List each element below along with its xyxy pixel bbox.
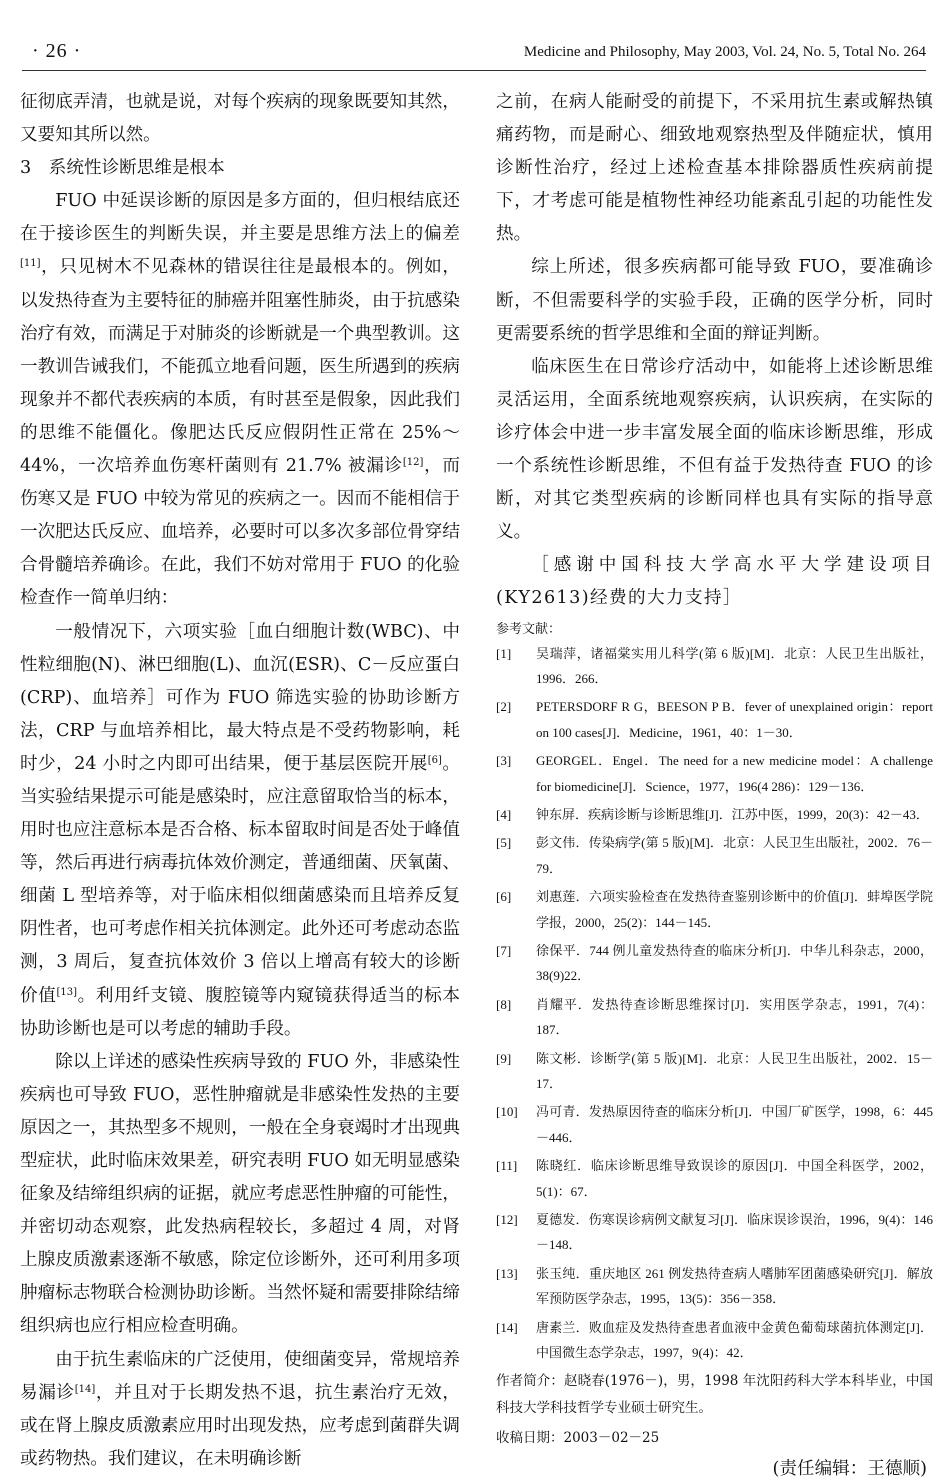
reference-number: [14] [496,1319,518,1335]
reference-text: 唐素兰．败血症及发热待查患者血液中金黄色葡萄球菌抗体测定[J]．中国微生态学杂志，1997，9(4)：42． [536,1319,933,1361]
page-header [22,40,926,70]
citation: [12] [402,457,424,469]
reference-number: [5] [496,835,512,851]
reference-item [496,1261,933,1312]
author-note: 作者简介：赵晓春(1976－)，男，1998 年沈阳药科大学本科毕业，中国科技大学科技哲学专业硕士研究生。 [496,1373,933,1417]
reference-item [496,884,933,935]
reference-number: [13] [496,1265,518,1281]
reference-item [496,1207,933,1258]
reference-text: 肖耀平．发热待查诊断思维探讨[J]．实用医学杂志，1991，7(4)：187． [536,996,933,1038]
reference-item [496,992,933,1043]
reference-number: [3] [496,753,512,769]
paragraph: 临床医生在日常诊疗活动中，如能将上述诊断思维灵活运用，全面系统地观察疾病，认识疾病，在实际的诊疗体会中进一步丰富发展全面的临床诊断思维，形成一个系统性诊断思维，不但有益于发热待查 FUO 的诊断，对其它类型疾病的诊断同样也具有实际的指导意义。 [496,356,933,543]
reference-text: 夏德发．伤寒误诊病例文献复习[J]．临床误诊误治，1996，9(4)：146－148． [536,1212,933,1253]
paragraph: FUO 中延误诊断的原因是多方面的，但归根结底还在于接诊医生的判断失误，并主要是思维方法上的偏差[11]，只见树木不见森林的错误往往是最根本的。例如，以发热待查为主要特征的肺癌并阻塞性肺炎，由于抗感染治疗有效，而满足于对肺炎的诊断就是一个典型教训。这一教训告诫我们，不能孤立地看问题，医生所遇到的疾病现象并不都代表疾病的本质，有时甚至是假象，因此我们的思维不能僵化。像肥达氏反应假阴性正常在 25%～44%，一次培养血伤寒杆菌则有 21.7% 被漏诊[12]，而伤寒又是 FUO 中较为常见的疾病之一。因而不能相信于一次肥达氏反应、血培养，必要时可以多次多部位骨穿结合骨髓培养确诊。在此，我们不妨对常用于 FUO 的化验检查作一简单归纳： [20,191,460,609]
received-date: 收稿日期：2003－02－25 [496,1430,660,1447]
paragraph: 一般情况下，六项实验［血白细胞计数(WBC)、中性粒细胞(N)、淋巴细胞(L)、血沉(ESR)、C－反应蛋白(CRP)、血培养］可作为 FUO 筛选实验的协助诊断方法，CRP 与血培养相比，最大特点是不受药物影响，耗时少，24 小时之内即可出结果，便于基层医院开展[6]。当实验结果提示可能是感染时，应注意留取恰当的标本，用时也应注意标本是否合格、标本留取时间是否处于峰值等，然后再进行病毒抗体效价测定，普通细菌、厌氧菌、细菌 L 型培养等，对于临床相似细菌感染而且培养反复阴性者，也可考虑作相关抗体测定。此外还可考虑动态监测，3 周后，复查抗体效价 3 倍以上增高有较大的诊断价值[13]。利用纤支镜、腹腔镜等内窥镜获得适当的标本协助诊断也是可以考虑的辅助手段。 [20,621,460,1039]
reference-number: [12] [496,1212,518,1228]
references-title: 参考文献： [496,621,562,637]
reference-item [496,1153,933,1204]
reference-item [496,748,933,799]
reference-text: 张玉纯．重庆地区 261 例发热待查病人嗜肺军团菌感染研究[J]．解放军预防医学杂志，1995，13(5)：356－358． [536,1265,933,1307]
reference-item [496,938,933,989]
reference-number: [1] [496,645,512,661]
reference-list [496,641,933,1366]
reference-item [496,694,933,745]
citation: [14] [74,1383,96,1395]
responsible-editor: (责任编辑：王德顺) [772,1459,927,1480]
reference-item [496,1099,933,1150]
reference-number: [6] [496,889,512,905]
citation: [13] [56,986,78,998]
page-number: · 26 · [32,40,82,62]
citation: [11] [20,258,41,270]
reference-text: 徐保平．744 例儿童发热待查的临床分析[J]．中华儿科杂志，2000，38(9)22． [536,942,933,984]
left-column [20,86,460,1469]
reference-number: [4] [496,806,512,822]
acknowledgement: ［感谢中国科技大学高水平大学建设项目(KY2613)经费的大力支持］ [496,555,933,609]
reference-text: 钟东屏．疾病诊断与诊断思维[J]．江苏中医，1999，20(3)：42－43． [536,806,929,822]
reference-text: PETERSDORF R G，BEESON P B．fever of unexplained origin：report on 100 cases[J]．Medicine，1961，40：1－30． [536,699,933,740]
paragraph: 综上所述，很多疾病都可能导致 FUO，要准确诊断，不但需要科学的实验手段，正确的医学分析，同时更需要系统的哲学思维和全面的辩证判断。 [496,257,933,344]
reference-text: 彭文伟．传染病学(第 5 版)[M]．北京：人民卫生出版社，2002．76－79． [536,835,933,876]
reference-number: [7] [496,942,512,958]
reference-text: GEORGEL．Engel．The need for a new medicine model：A challenge for biomedicine[J]．Science，1977，196(4 286)：129－136． [536,753,933,794]
reference-text: 陈晓红．临床诊断思维导致误诊的原因[J]．中国全科医学，2002，5(1)：67． [536,1158,933,1199]
paragraph: 除以上详述的感染性疾病导致的 FUO 外，非感染性疾病也可导致 FUO，恶性肿瘤就是非感染性发热的主要原因之一，其热型多不规则，一般在全身衰竭时才出现典型症状，此时临床效果差，研究表明 FUO 如无明显感染征象及结缔组织病的证据，就应考虑恶性肿瘤的可能性，并密切动态观察，此发热病程较长，多超过 4 周，对肾上腺皮质激素逐渐不敏感，除定位诊断外，还可利用多项肿瘤标志物联合检测协助诊断。当然怀疑和需要排除结缔组织病也应行相应检查明确。 [20,1051,460,1337]
paragraph: 之前，在病人能耐受的前提下，不采用抗生素或解热镇痛药物，而是耐心、细致地观察热型及伴随症状，慎用诊断性治疗，经过上述检查基本排除器质性疾病前提下，才考虑可能是植物性神经功能紊乱引起的功能性发热。 [496,92,933,245]
paragraph: 征彻底弄清，也就是说，对每个疾病的现象既要知其然，又要知其所以然。 [20,92,460,146]
reference-text: 吴瑞萍，诸福棠实用儿科学(第 6 版)[M]．北京：人民卫生出版社，1996．266． [536,645,933,686]
paragraph: 由于抗生素临床的广泛使用，使细菌变异，常规培养易漏诊[14]，并且对于长期发热不退，抗生素治疗无效，或在肾上腺皮质激素应用时出现发热，应考虑到菌群失调或药物热。我们建议，在未明确诊断 [20,1349,460,1469]
reference-number: [11] [496,1158,518,1174]
reference-number: [8] [496,996,512,1012]
citation: [6] [427,754,442,766]
reference-number: [10] [496,1104,518,1120]
reference-item [496,830,933,881]
section-heading: 3 系统性诊断思维是根本 [20,158,225,179]
reference-item [496,1315,933,1366]
header-rule [22,70,926,71]
reference-text: 刘惠莲．六项实验检查在发热待查鉴别诊断中的价值[J]．蚌埠医学院学报，2000，25(2)：144－145． [536,889,933,930]
right-column [496,86,933,1480]
journal-citation: Medicine and Philosophy, May 2003, Vol. 24, No. 5, Total No. 264 [523,44,926,60]
reference-number: [2] [496,699,512,715]
reference-number: [9] [496,1050,512,1066]
reference-text: 冯可青．发热原因待查的临床分析[J]．中国厂矿医学，1998，6：445－446． [536,1104,933,1145]
reference-item [496,802,933,827]
reference-item [496,1046,933,1097]
reference-item [496,641,933,692]
reference-text: 陈文彬．诊断学(第 5 版)[M]．北京：人民卫生出版社，2002．15－17． [536,1050,933,1091]
